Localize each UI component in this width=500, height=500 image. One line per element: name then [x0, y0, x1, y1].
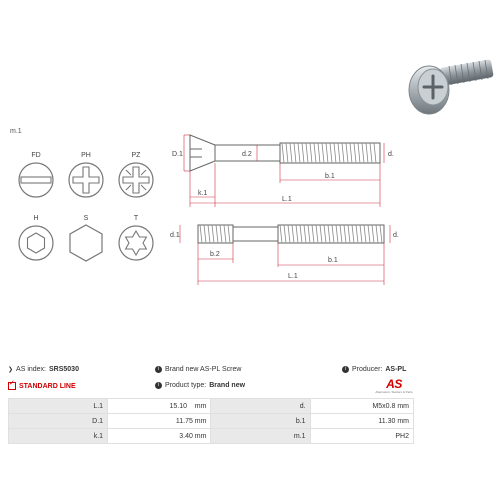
dim-b1-label: b.1 — [325, 173, 335, 180]
spec-label: b.1 — [211, 414, 310, 429]
head-type-label-ph: PH — [81, 152, 91, 159]
countersunk-screw-drawing — [170, 125, 405, 215]
spec-label: k.1 — [9, 429, 108, 444]
standard-line-row — [8, 382, 76, 390]
spec-value: 15.10 mm — [108, 399, 211, 414]
hexagon-head-icon — [70, 215, 102, 261]
checkbox-icon: ✓ — [8, 382, 16, 390]
logo-text: AS — [386, 377, 402, 391]
dim-L1-label: L.1 — [282, 196, 292, 203]
head-types-panel — [0, 145, 170, 275]
dim-d2-label: d.2 — [242, 151, 252, 158]
spec-value: 3.40 mm — [108, 429, 211, 444]
pozidriv-head-icon — [119, 152, 153, 197]
standard-line-label: STANDARD LINE — [19, 382, 76, 390]
logo-tagline: Alternators, Starters & Parts — [375, 390, 413, 394]
dim-b2-label: b.2 — [210, 251, 220, 258]
stud-drawing — [170, 215, 405, 290]
slotted-head-icon — [19, 152, 53, 197]
dim-d-label-2: d. — [393, 232, 399, 239]
dim-d1-label: d.1 — [170, 232, 180, 239]
spec-row — [9, 429, 414, 444]
phillips-head-icon — [69, 152, 103, 197]
as-index-value: SRS5030 — [49, 366, 79, 373]
dim-L1-label-2: L.1 — [288, 273, 298, 280]
spec-value: 11.30 mm — [310, 414, 413, 429]
spec-value: M5x0.8 mm — [310, 399, 413, 414]
spec-label: D.1 — [9, 414, 108, 429]
head-type-label-h: H — [33, 215, 39, 222]
info-icon: i — [155, 382, 162, 389]
as-logo — [374, 378, 414, 394]
spec-value: PH2 — [310, 429, 413, 444]
dim-k1-label: k.1 — [198, 190, 208, 197]
head-type-label-t: T — [133, 215, 139, 222]
chevron-right-icon: ❯ — [8, 367, 14, 373]
product-photo — [405, 50, 497, 120]
product-type-value: Brand new — [209, 382, 246, 389]
spec-label: d. — [211, 399, 310, 414]
spec-row — [9, 399, 414, 414]
hex-socket-head-icon — [19, 215, 53, 260]
info-icon: i — [155, 366, 162, 373]
producer-row: i Producer: AS-PL — [342, 366, 406, 373]
dim-D1-label: D.1 — [172, 151, 183, 158]
brand-row: i Brand new AS-PL Screw — [155, 366, 241, 373]
dim-b1-label-2: b.1 — [328, 257, 338, 264]
head-type-label-fd: FD — [31, 152, 41, 159]
spec-row — [9, 414, 414, 429]
sheet-label: m.1 — [10, 128, 22, 135]
producer-value: AS-PL — [385, 366, 407, 373]
dim-d-label: d. — [388, 151, 394, 158]
spec-value: 11.75 mm — [108, 414, 211, 429]
head-type-label-s: S — [83, 215, 89, 222]
torx-head-icon — [119, 215, 153, 260]
spec-label: L.1 — [9, 399, 108, 414]
info-icon: i — [342, 366, 349, 373]
head-type-label-pz: PZ — [131, 152, 141, 159]
spec-label: m.1 — [211, 429, 310, 444]
specs-table — [8, 398, 414, 444]
as-index-row: ❯ AS index: SRS5030 — [8, 366, 79, 373]
product-type-row: i Product type: Brand new — [155, 382, 245, 389]
